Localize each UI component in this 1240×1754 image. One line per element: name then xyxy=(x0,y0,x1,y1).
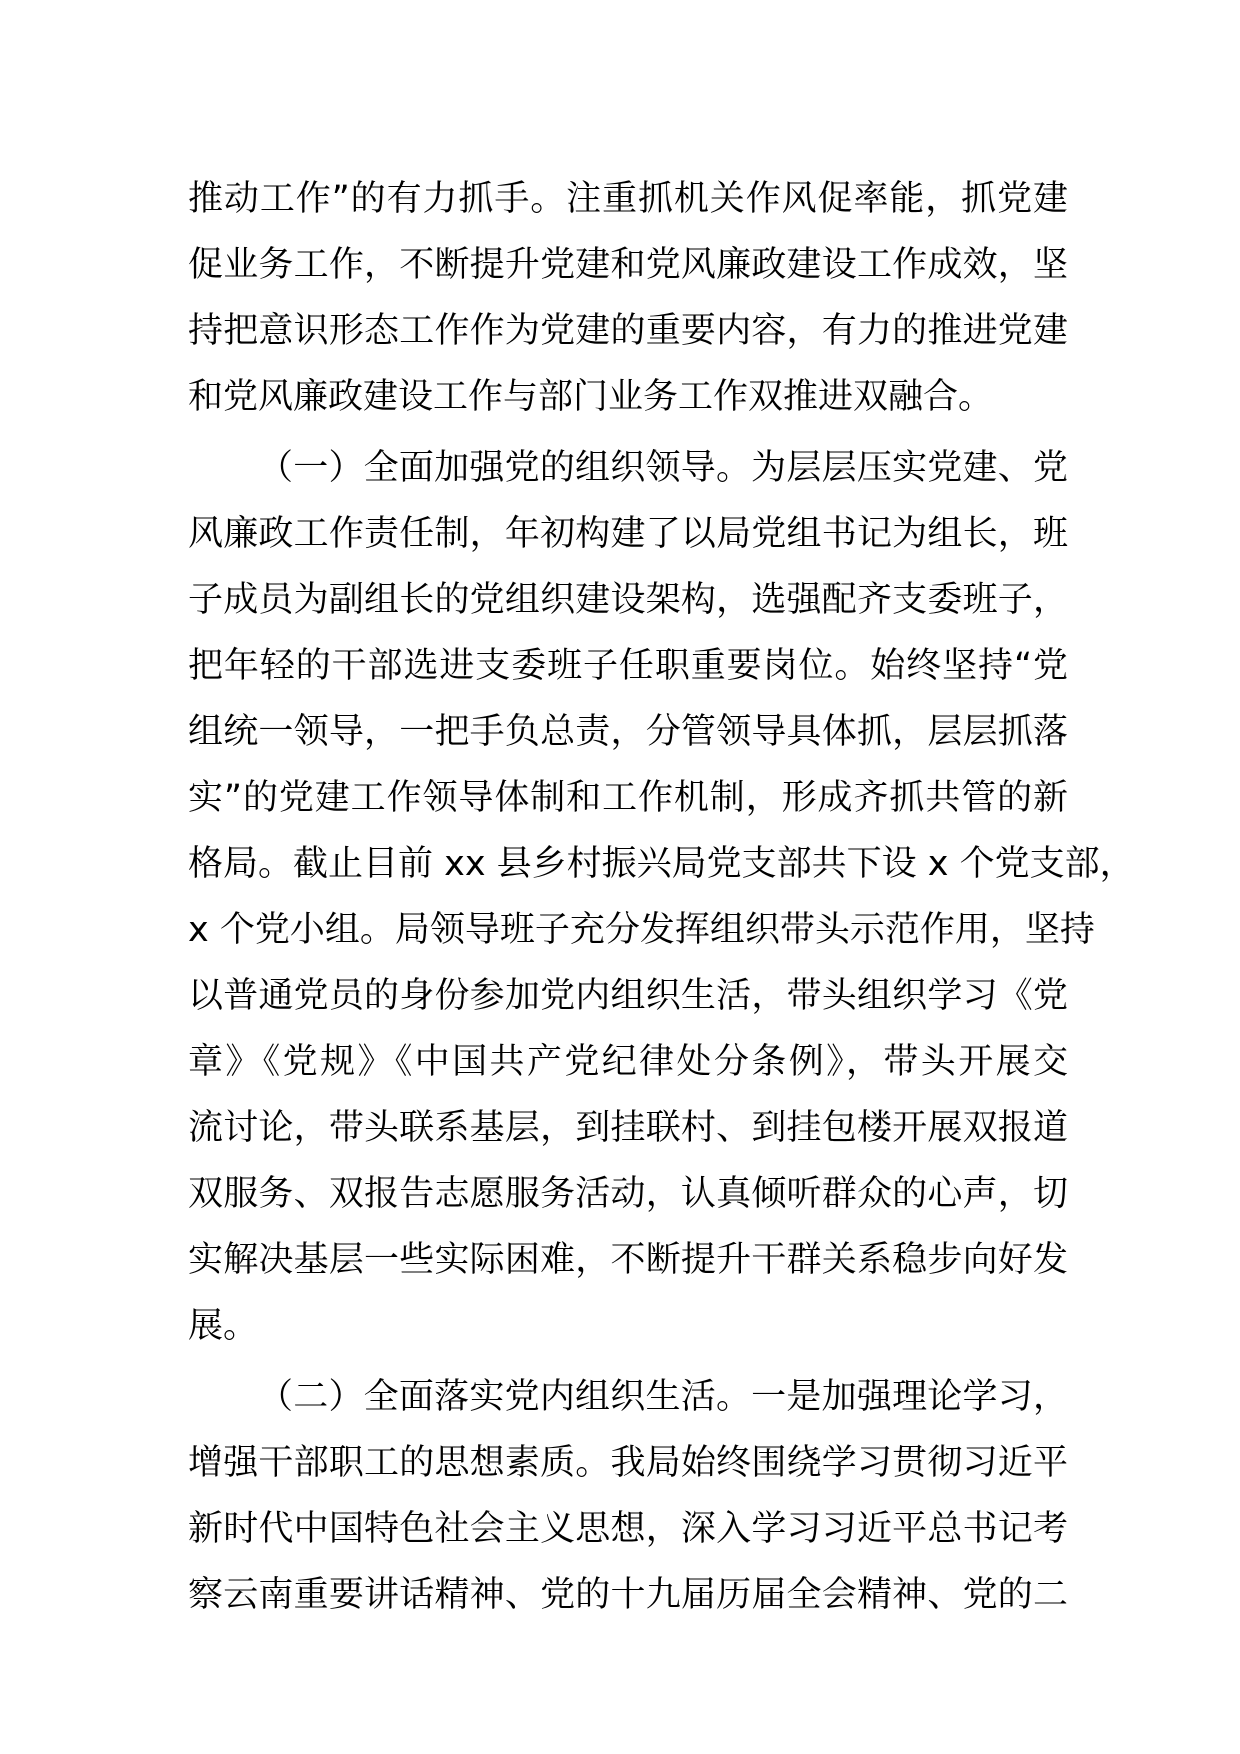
paragraph-0 xyxy=(188,166,1068,430)
text-line: （二）全面落实党内组织生活。一是加强理论学习， xyxy=(258,1377,1068,1417)
text-line: 子成员为副组长的党组织建设架构，选强配齐支委班子， xyxy=(188,580,1068,620)
text-line: 以普通党员的身份参加党内组织生活，带头组织学习《党 xyxy=(188,976,1068,1016)
text-line: 增强干部职工的思想素质。我局始终围绕学习贯彻习近平 xyxy=(188,1443,1068,1483)
text-line: 实解决基层一些实际困难，不断提升干群关系稳步向好发 xyxy=(188,1240,1068,1280)
text-line: 格局。截止目前 xx 县乡村振兴局党支部共下设 x 个党支部， xyxy=(188,844,1135,884)
text-line: 持把意识形态工作作为党建的重要内容，有力的推进党建 xyxy=(188,311,1068,351)
text-line: 展。 xyxy=(188,1306,259,1346)
paragraph-2 xyxy=(188,1364,1068,1628)
document-body xyxy=(188,166,1135,1628)
text-line: 实”的党建工作领导体制和工作机制，形成齐抓共管的新 xyxy=(188,778,1068,818)
text-line: 双服务、双报告志愿服务活动，认真倾听群众的心声，切 xyxy=(188,1174,1068,1214)
paragraph-1 xyxy=(188,435,1135,1359)
text-line: 促业务工作，不断提升党建和党风廉政建设工作成效，坚 xyxy=(188,245,1068,285)
text-line: 新时代中国特色社会主义思想，深入学习习近平总书记考 xyxy=(188,1509,1068,1549)
text-line: 风廉政工作责任制，年初构建了以局党组书记为组长，班 xyxy=(188,514,1068,554)
text-line: 推动工作”的有力抓手。注重抓机关作风促率能，抓党建 xyxy=(188,179,1068,219)
text-line: 章》《党规》《中国共产党纪律处分条例》，带头开展交 xyxy=(188,1042,1068,1082)
text-line: 流讨论，带头联系基层，到挂联村、到挂包楼开展双报道 xyxy=(188,1108,1068,1148)
text-line: 察云南重要讲话精神、党的十九届历届全会精神、党的二 xyxy=(188,1575,1068,1615)
text-line: （一）全面加强党的组织领导。为层层压实党建、党 xyxy=(258,448,1068,488)
text-line: 组统一领导，一把手负总责，分管领导具体抓，层层抓落 xyxy=(188,712,1068,752)
text-line: 和党风廉政建设工作与部门业务工作双推进双融合。 xyxy=(188,377,994,417)
text-line: 把年轻的干部选进支委班子任职重要岗位。始终坚持“党 xyxy=(188,646,1068,686)
text-line: x 个党小组。局领导班子充分发挥组织带头示范作用，坚持 xyxy=(188,910,1095,950)
